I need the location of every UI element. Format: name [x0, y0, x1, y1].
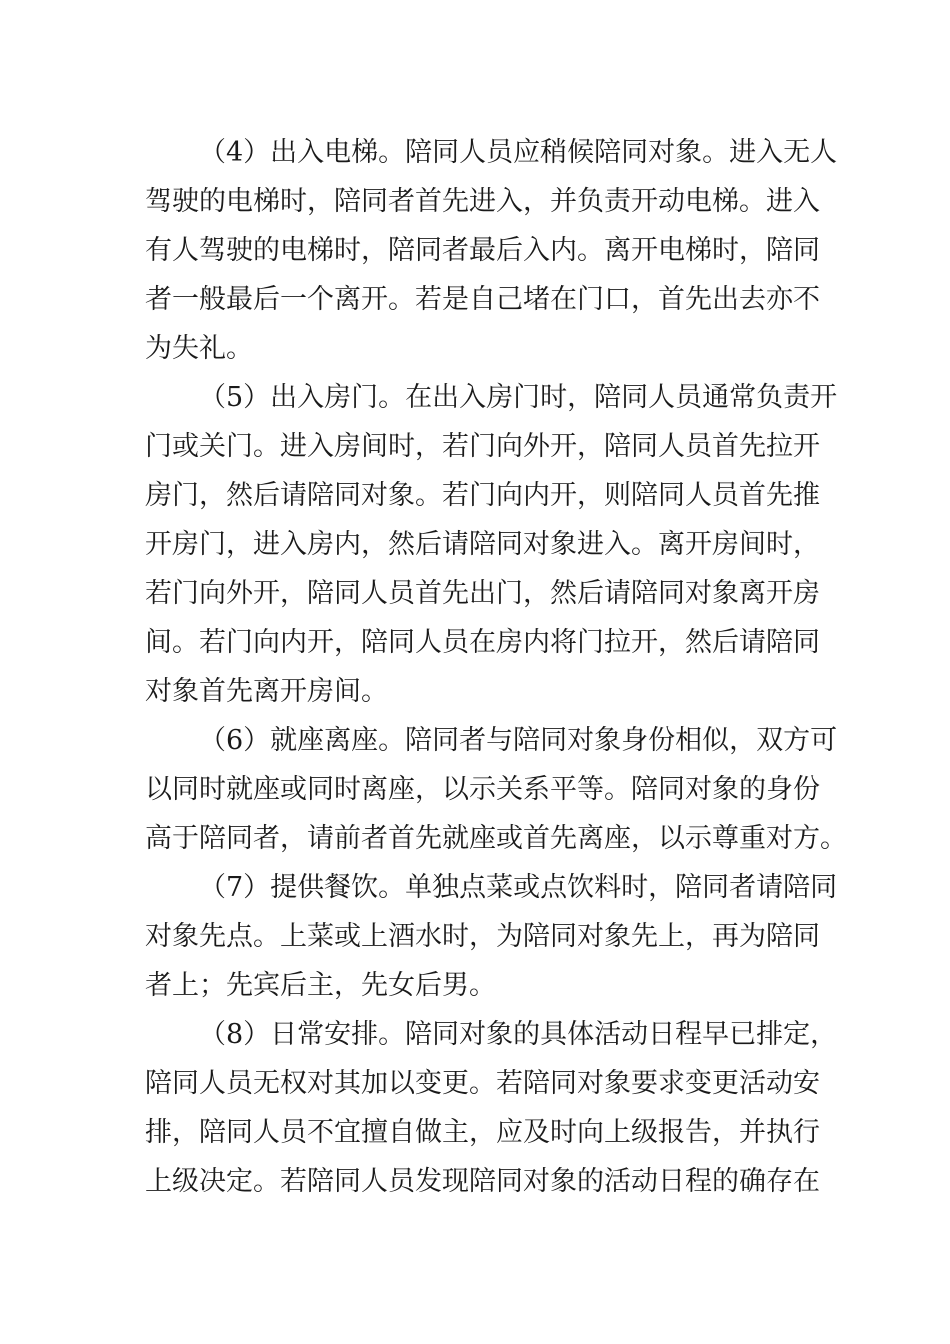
paragraph-dining	[145, 863, 838, 1010]
text-line: （8）日常安排。陪同对象的具体活动日程早已排定，	[199, 1019, 838, 1050]
text-line: 有人驾驶的电梯时，陪同者最后入内。离开电梯时，陪同	[145, 235, 820, 266]
text-line: 为失礼。	[145, 333, 253, 364]
paragraph-elevator	[145, 128, 838, 373]
document-body	[145, 128, 847, 1206]
text-line: 对象先点。上菜或上酒水时，为陪同对象先上，再为陪同	[145, 921, 820, 952]
text-line: 驾驶的电梯时，陪同者首先进入，并负责开动电梯。进入	[145, 186, 820, 217]
text-line: 者一般最后一个离开。若是自己堵在门口，首先出去亦不	[145, 284, 820, 315]
text-line: 以同时就座或同时离座，以示关系平等。陪同对象的身份	[145, 774, 820, 805]
text-line: 对象首先离开房间。	[145, 676, 388, 707]
text-line: 者上；先宾后主，先女后男。	[145, 970, 496, 1001]
text-line: 高于陪同者，请前者首先就座或首先离座，以示尊重对方。	[145, 823, 847, 854]
paragraph-door	[145, 373, 838, 716]
text-line: 开房门，进入房内，然后请陪同对象进入。离开房间时，	[145, 529, 820, 560]
text-line: 排，陪同人员不宜擅自做主，应及时向上级报告，并执行	[145, 1117, 820, 1148]
paragraph-seating	[145, 716, 847, 863]
text-line: （5）出入房门。在出入房门时，陪同人员通常负责开	[199, 382, 838, 413]
text-line: 房门，然后请陪同对象。若门向内开，则陪同人员首先推	[145, 480, 820, 511]
paragraph-schedule	[145, 1010, 838, 1206]
text-line: （6）就座离座。陪同者与陪同对象身份相似，双方可	[199, 725, 838, 756]
text-line: 间。若门向内开，陪同人员在房内将门拉开，然后请陪同	[145, 627, 820, 658]
text-line: 若门向外开，陪同人员首先出门，然后请陪同对象离开房	[145, 578, 820, 609]
text-line: 上级决定。若陪同人员发现陪同对象的活动日程的确存在	[145, 1166, 820, 1197]
text-line: 陪同人员无权对其加以变更。若陪同对象要求变更活动安	[145, 1068, 820, 1099]
text-line: （7）提供餐饮。单独点菜或点饮料时，陪同者请陪同	[199, 872, 838, 903]
text-line: （4）出入电梯。陪同人员应稍候陪同对象。进入无人	[199, 137, 838, 168]
text-line: 门或关门。进入房间时，若门向外开，陪同人员首先拉开	[145, 431, 820, 462]
